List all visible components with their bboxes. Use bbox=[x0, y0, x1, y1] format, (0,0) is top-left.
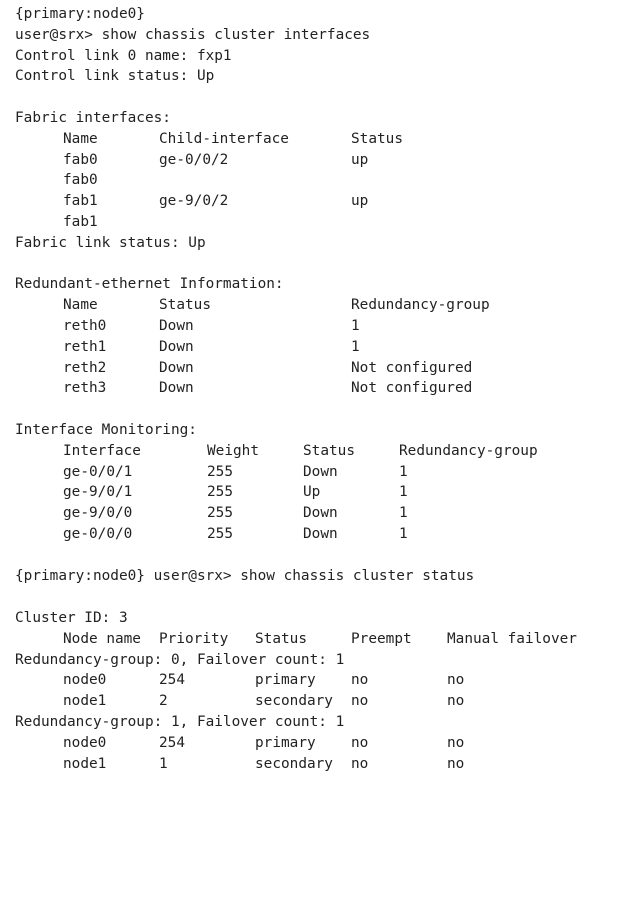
table-row bbox=[15, 482, 408, 503]
redundancy-group-header: Redundancy-group: 1, Failover count: 1 bbox=[15, 714, 345, 730]
redundancy-group-header: Redundancy-group: 0, Failover count: 1 bbox=[15, 651, 345, 668]
column-header: Redundancy-group bbox=[399, 442, 538, 459]
table-cell: fab1 bbox=[63, 193, 98, 210]
table-cell: 254 bbox=[159, 672, 185, 689]
table-cell: 1 bbox=[399, 484, 408, 501]
table-cell: 255 bbox=[207, 463, 233, 480]
table-row bbox=[15, 503, 408, 524]
control-link-name: Control link 0 name: fxp1 bbox=[15, 47, 232, 64]
table-row bbox=[15, 170, 98, 191]
table-cell: secondary bbox=[255, 755, 333, 772]
table-cell: Down bbox=[303, 526, 338, 542]
table-cell: 1 bbox=[399, 526, 408, 542]
table-cell: fab1 bbox=[63, 214, 98, 230]
table-cell: secondary bbox=[255, 693, 333, 710]
column-header: Priority bbox=[159, 630, 229, 647]
fabric-link-status: Fabric link status: Up bbox=[15, 234, 206, 251]
table-row bbox=[15, 358, 473, 379]
table-cell: ge-9/0/1 bbox=[63, 484, 133, 501]
table-cell: ge-0/0/0 bbox=[63, 526, 133, 542]
table-row bbox=[15, 733, 465, 754]
column-header: Preempt bbox=[351, 630, 412, 647]
column-header: Interface bbox=[63, 442, 141, 459]
table-cell: reth0 bbox=[63, 318, 107, 334]
table-header bbox=[15, 441, 538, 462]
table-cell: ge-0/0/1 bbox=[63, 463, 133, 480]
table-cell: 255 bbox=[207, 526, 233, 542]
table-cell: node0 bbox=[63, 672, 107, 689]
table-row bbox=[15, 337, 360, 358]
table-cell: 1 bbox=[399, 505, 408, 522]
table-row bbox=[15, 670, 465, 691]
table-cell: Not configured bbox=[351, 359, 473, 376]
table-cell: Down bbox=[159, 380, 194, 397]
table-cell: Down bbox=[303, 505, 338, 522]
column-header: Status bbox=[303, 442, 355, 459]
command-line: user@srx> show chassis cluster interfaces bbox=[15, 26, 371, 43]
table-cell: ge-9/0/2 bbox=[159, 193, 229, 210]
table-cell: Down bbox=[159, 359, 194, 376]
table-cell: reth3 bbox=[63, 380, 107, 397]
table-cell: no bbox=[351, 672, 369, 689]
table-cell: fab0 bbox=[63, 151, 98, 168]
table-cell: 1 bbox=[351, 338, 360, 355]
table-cell: up bbox=[351, 151, 369, 168]
table-cell: no bbox=[447, 693, 465, 710]
section-heading-fabric: Fabric interfaces: bbox=[15, 110, 171, 126]
table-cell: node0 bbox=[63, 734, 107, 751]
table-cell: no bbox=[351, 693, 369, 710]
prompt-hostname: {primary:node0} bbox=[15, 6, 145, 22]
command-line: {primary:node0} user@srx> show chassis cluster status bbox=[15, 568, 475, 585]
table-row bbox=[15, 754, 465, 775]
table-cell: 1 bbox=[351, 318, 360, 334]
table-cell: 1 bbox=[159, 755, 168, 772]
column-header: Manual failover bbox=[447, 630, 577, 647]
column-header: Status bbox=[255, 630, 307, 647]
table-header bbox=[15, 295, 490, 316]
table-cell: 2 bbox=[159, 693, 168, 710]
table-cell: Up bbox=[303, 484, 321, 501]
table-cell: 1 bbox=[399, 463, 408, 480]
table-cell: node1 bbox=[63, 693, 107, 710]
column-header: Status bbox=[159, 297, 211, 314]
table-row bbox=[15, 150, 369, 171]
table-row bbox=[15, 316, 360, 337]
table-cell: 255 bbox=[207, 505, 233, 522]
section-heading-interface-monitoring: Interface Monitoring: bbox=[15, 422, 197, 438]
table-header bbox=[15, 629, 577, 650]
table-cell: up bbox=[351, 193, 369, 210]
table-cell: fab0 bbox=[63, 172, 98, 189]
column-header: Redundancy-group bbox=[351, 297, 490, 314]
table-cell: Down bbox=[159, 318, 194, 334]
table-row bbox=[15, 462, 408, 483]
table-cell: Down bbox=[303, 463, 338, 480]
table-cell: Down bbox=[159, 338, 194, 355]
table-cell: 254 bbox=[159, 734, 185, 751]
table-cell: no bbox=[351, 734, 369, 751]
table-cell: node1 bbox=[63, 755, 107, 772]
table-row bbox=[15, 191, 369, 212]
table-cell: Not configured bbox=[351, 380, 473, 397]
table-cell: reth2 bbox=[63, 359, 107, 376]
table-row bbox=[15, 212, 98, 233]
table-header bbox=[15, 129, 403, 150]
section-heading-redundant-ethernet: Redundant-ethernet Information: bbox=[15, 276, 284, 293]
table-cell: primary bbox=[255, 734, 316, 751]
column-header: Name bbox=[63, 130, 98, 147]
column-header: Name bbox=[63, 297, 98, 314]
table-row bbox=[15, 691, 465, 712]
table-row bbox=[15, 378, 473, 399]
cluster-id: Cluster ID: 3 bbox=[15, 610, 128, 626]
column-header: Status bbox=[351, 130, 403, 147]
table-cell: primary bbox=[255, 672, 316, 689]
table-cell: ge-9/0/0 bbox=[63, 505, 133, 522]
table-row bbox=[15, 524, 408, 545]
column-header: Weight bbox=[207, 442, 259, 459]
table-cell: no bbox=[447, 672, 465, 689]
table-cell: ge-0/0/2 bbox=[159, 151, 229, 168]
table-cell: reth1 bbox=[63, 338, 107, 355]
table-cell: no bbox=[447, 755, 465, 772]
column-header: Child-interface bbox=[159, 130, 289, 147]
control-link-status: Control link status: Up bbox=[15, 68, 215, 85]
column-header: Node name bbox=[63, 630, 141, 647]
table-cell: 255 bbox=[207, 484, 233, 501]
table-cell: no bbox=[447, 734, 465, 751]
table-cell: no bbox=[351, 755, 369, 772]
